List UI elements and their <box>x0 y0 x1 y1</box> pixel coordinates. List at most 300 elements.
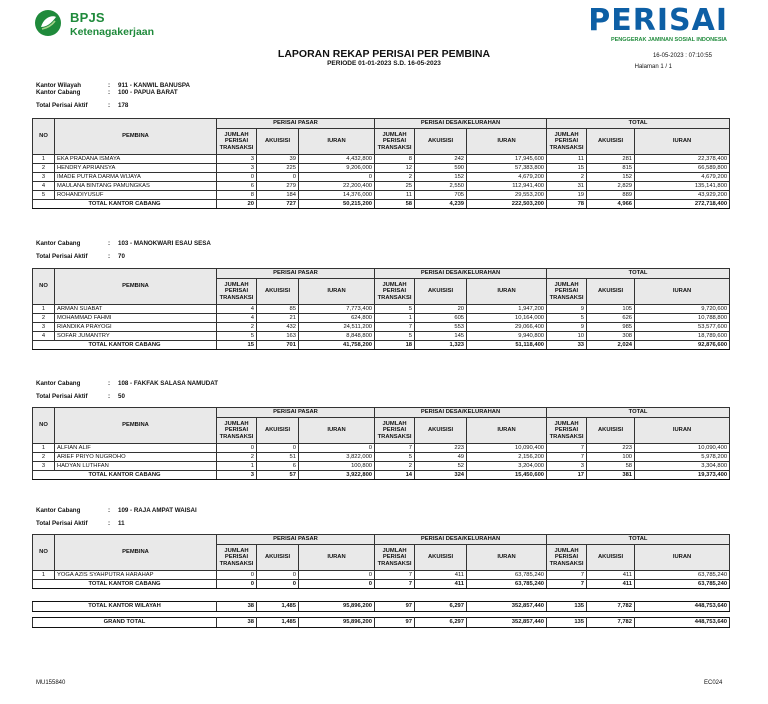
info-cabang <box>36 89 178 96</box>
total-cell: 14 <box>375 471 415 480</box>
table-cell: HADYAN LUTHFAN <box>55 462 217 471</box>
table-cell: 2,156,200 <box>467 453 547 462</box>
table-cell: 2 <box>375 462 415 471</box>
group-total: TOTAL <box>547 269 730 279</box>
branch-info-aktif <box>36 520 125 527</box>
col-jumlah: JUMLAH PERISAI TRANSAKSI <box>547 129 587 155</box>
table-cell: 22,378,400 <box>635 155 730 164</box>
table-cell: 9 <box>547 305 587 314</box>
total-cell: 3,922,800 <box>299 471 375 480</box>
info-value: 911 - KANWIL BANUSPA <box>118 82 190 89</box>
table-cell: 6 <box>217 182 257 191</box>
table-cell: 2 <box>217 453 257 462</box>
table-cell: 53,577,600 <box>635 323 730 332</box>
table-row <box>33 173 730 182</box>
bpjs-name: BPJS <box>70 10 105 25</box>
branch-info-cabang <box>36 507 197 514</box>
total-cell: 33 <box>547 341 587 350</box>
footer-code-right: EC024 <box>704 680 723 686</box>
total-cell: 701 <box>257 341 299 350</box>
col-jumlah: JUMLAH PERISAI TRANSAKSI <box>547 418 587 444</box>
table-cell: 3 <box>217 155 257 164</box>
total-cell: 222,503,200 <box>467 200 547 209</box>
table-cell: ALFIAN ALIF <box>55 444 217 453</box>
col-iuran: IURAN <box>635 545 730 571</box>
col-jumlah: JUMLAH PERISAI TRANSAKSI <box>375 279 415 305</box>
report-period: PERIODE 01-01-2023 S.D. 16-05-2023 <box>327 60 441 67</box>
col-akuisisi: AKUISISI <box>415 418 467 444</box>
info-sep: : <box>108 520 111 527</box>
col-akuisisi: AKUISISI <box>587 129 635 155</box>
table-cell: 3,204,000 <box>467 462 547 471</box>
table-cell: 5 <box>33 191 55 200</box>
info-label: Total Perisai Aktif <box>36 520 88 527</box>
table-cell: 7 <box>547 571 587 580</box>
table-cell: IMADE PUTRA DARMA WIJAYA <box>55 173 217 182</box>
table-cell: 7 <box>375 323 415 332</box>
info-label: Kantor Cabang <box>36 89 81 96</box>
col-jumlah: JUMLAH PERISAI TRANSAKSI <box>547 545 587 571</box>
total-cell: 411 <box>415 580 467 589</box>
total-cell: 18 <box>375 341 415 350</box>
table-cell: 815 <box>587 164 635 173</box>
perisai-wordmark: PERISAI <box>588 3 728 38</box>
col-iuran: IURAN <box>299 418 375 444</box>
bpjs-logo <box>34 6 169 40</box>
table-cell: 2,550 <box>415 182 467 191</box>
table-row <box>33 332 730 341</box>
total-cell: 3 <box>217 471 257 480</box>
summary-row <box>33 618 730 628</box>
table-cell: 39 <box>257 155 299 164</box>
total-label: TOTAL KANTOR CABANG <box>33 200 217 209</box>
table-cell: ARMAN SUABAT <box>55 305 217 314</box>
col-iuran: IURAN <box>467 545 547 571</box>
page-number: Halaman 1 / 1 <box>634 64 672 70</box>
table-cell: 66,589,800 <box>635 164 730 173</box>
info-sep: : <box>108 380 111 387</box>
table-cell: 100 <box>587 453 635 462</box>
table-cell: 1 <box>375 314 415 323</box>
table-cell: 52 <box>415 462 467 471</box>
summary-cell: 448,753,640 <box>635 602 730 612</box>
table-cell: 29,553,200 <box>467 191 547 200</box>
printed-timestamp: 16-05-2023 : 07:10:55 <box>652 53 712 59</box>
table-row <box>33 323 730 332</box>
table-cell: 223 <box>415 444 467 453</box>
info-value: 100 - PAPUA BARAT <box>118 89 178 96</box>
bpjs-leaf-icon <box>34 9 62 37</box>
table-cell: 58 <box>587 462 635 471</box>
total-cell: 19,373,400 <box>635 471 730 480</box>
group-desa: PERISAI DESA/KELURAHAN <box>375 535 547 545</box>
summary-cell: 7,782 <box>587 618 635 628</box>
group-pasar: PERISAI PASAR <box>217 408 375 418</box>
table-cell: 3 <box>33 173 55 182</box>
total-row <box>33 200 730 209</box>
col-jumlah: JUMLAH PERISAI TRANSAKSI <box>375 418 415 444</box>
info-sep: : <box>108 102 111 109</box>
table-cell: 889 <box>587 191 635 200</box>
table-cell: 3 <box>33 462 55 471</box>
table-cell: 3 <box>547 462 587 471</box>
table-cell: 9,940,800 <box>467 332 547 341</box>
table-cell: 4 <box>217 305 257 314</box>
info-sep: : <box>108 507 111 514</box>
total-cell: 7 <box>547 580 587 589</box>
table-cell: 6 <box>257 462 299 471</box>
summary-cell: 352,857,440 <box>467 618 547 628</box>
total-cell: 0 <box>299 580 375 589</box>
table-cell: 1 <box>33 571 55 580</box>
total-cell: 15 <box>217 341 257 350</box>
table-cell: 411 <box>587 571 635 580</box>
total-row <box>33 580 730 589</box>
total-cell: 57 <box>257 471 299 480</box>
branch-table <box>32 534 730 589</box>
group-pasar: PERISAI PASAR <box>217 535 375 545</box>
table-cell: 5 <box>547 314 587 323</box>
group-desa: PERISAI DESA/KELURAHAN <box>375 269 547 279</box>
table-cell: 11 <box>375 191 415 200</box>
col-iuran: IURAN <box>467 418 547 444</box>
table-cell: 43,929,200 <box>635 191 730 200</box>
group-desa: PERISAI DESA/KELURAHAN <box>375 119 547 129</box>
col-iuran: IURAN <box>635 418 730 444</box>
col-akuisisi: AKUISISI <box>415 129 467 155</box>
info-value: 70 <box>118 253 125 260</box>
table-cell: 2,829 <box>587 182 635 191</box>
col-jumlah: JUMLAH PERISAI TRANSAKSI <box>547 279 587 305</box>
summary-cell: 1,485 <box>257 602 299 612</box>
summary-row <box>33 602 730 612</box>
perisai-tagline: PENGGERAK JAMINAN SOSIAL INDONESIA <box>610 37 727 43</box>
table-cell: 2 <box>217 323 257 332</box>
table-cell: 0 <box>257 173 299 182</box>
table-cell: 63,785,240 <box>635 571 730 580</box>
total-cell: 51,118,400 <box>467 341 547 350</box>
table-cell: 1 <box>217 462 257 471</box>
total-cell: 78 <box>547 200 587 209</box>
table-cell: 9,720,600 <box>635 305 730 314</box>
table-cell: 1 <box>33 305 55 314</box>
table-cell: 8 <box>217 191 257 200</box>
total-cell: 17 <box>547 471 587 480</box>
table-cell: 145 <box>415 332 467 341</box>
table-cell: 25 <box>375 182 415 191</box>
branch-info-aktif <box>36 393 125 400</box>
table-row <box>33 462 730 471</box>
table-cell: 0 <box>257 444 299 453</box>
total-cell: 2,024 <box>587 341 635 350</box>
table-cell: 10,090,400 <box>635 444 730 453</box>
table-row <box>33 444 730 453</box>
table-cell: 7 <box>375 444 415 453</box>
table-cell: 17,945,600 <box>467 155 547 164</box>
table-cell: 5 <box>375 305 415 314</box>
col-iuran: IURAN <box>299 279 375 305</box>
info-label: Kantor Cabang <box>36 380 81 387</box>
table-cell: 10,164,000 <box>467 314 547 323</box>
table-cell: 0 <box>299 571 375 580</box>
total-label: TOTAL KANTOR CABANG <box>33 580 217 589</box>
col-iuran: IURAN <box>467 279 547 305</box>
info-total-aktif <box>36 102 128 109</box>
table-cell: 590 <box>415 164 467 173</box>
table-cell: 1 <box>33 155 55 164</box>
table-row <box>33 164 730 173</box>
table-cell: 4,679,200 <box>635 173 730 182</box>
table-cell: YOGA AZIS SYAHPUTRA HARAHAP <box>55 571 217 580</box>
table-cell: 9,206,000 <box>299 164 375 173</box>
table-cell: 163 <box>257 332 299 341</box>
table-cell: 51 <box>257 453 299 462</box>
total-cell: 15,450,600 <box>467 471 547 480</box>
total-cell: 272,718,400 <box>635 200 730 209</box>
info-sep: : <box>108 89 111 96</box>
table-cell: 20 <box>415 305 467 314</box>
table-cell: 411 <box>415 571 467 580</box>
table-cell: 1 <box>33 444 55 453</box>
table-cell: 19 <box>547 191 587 200</box>
info-label: Kantor Wilayah <box>36 82 81 89</box>
table-cell: SOFAR JUMANTRY <box>55 332 217 341</box>
total-label: TOTAL KANTOR CABANG <box>33 341 217 350</box>
total-cell: 1,323 <box>415 341 467 350</box>
summary-cell: 7,782 <box>587 602 635 612</box>
table-cell: 18,789,600 <box>635 332 730 341</box>
table-cell: 7 <box>375 571 415 580</box>
total-cell: 63,785,240 <box>635 580 730 589</box>
table-cell: 2 <box>33 164 55 173</box>
branch-info-cabang <box>36 380 218 387</box>
info-sep: : <box>108 393 111 400</box>
table-cell: 4 <box>33 182 55 191</box>
table-cell: 553 <box>415 323 467 332</box>
summary-cell: 135 <box>547 602 587 612</box>
table-row <box>33 453 730 462</box>
table-cell: 3,822,000 <box>299 453 375 462</box>
table-cell: 24,511,200 <box>299 323 375 332</box>
table-cell: 10,090,400 <box>467 444 547 453</box>
col-akuisisi: AKUISISI <box>257 418 299 444</box>
table-cell: 100,800 <box>299 462 375 471</box>
total-row <box>33 341 730 350</box>
table-cell: 705 <box>415 191 467 200</box>
table-cell: 135,141,800 <box>635 182 730 191</box>
table-cell: 7,773,400 <box>299 305 375 314</box>
table-row <box>33 571 730 580</box>
table-cell: 0 <box>217 444 257 453</box>
col-jumlah: JUMLAH PERISAI TRANSAKSI <box>375 545 415 571</box>
info-sep: : <box>108 82 111 89</box>
table-cell: 605 <box>415 314 467 323</box>
summary-cell: 135 <box>547 618 587 628</box>
table-cell: 5 <box>217 332 257 341</box>
col-no: NO <box>33 535 55 571</box>
table-cell: 626 <box>587 314 635 323</box>
group-desa: PERISAI DESA/KELURAHAN <box>375 408 547 418</box>
table-cell: ARIEF PRIYO NUGROHO <box>55 453 217 462</box>
col-akuisisi: AKUISISI <box>257 545 299 571</box>
summary-cell: 38 <box>217 602 257 612</box>
table-cell: 279 <box>257 182 299 191</box>
info-wilayah <box>36 82 190 89</box>
table-cell: RIANDIKA PRAYOGI <box>55 323 217 332</box>
col-akuisisi: AKUISISI <box>587 418 635 444</box>
summary-cell: 6,297 <box>415 618 467 628</box>
group-total: TOTAL <box>547 408 730 418</box>
summary-cell: 352,857,440 <box>467 602 547 612</box>
col-akuisisi: AKUISISI <box>415 279 467 305</box>
table-cell: 3 <box>33 323 55 332</box>
summary-cell: 95,896,200 <box>299 602 375 612</box>
summary-label: GRAND TOTAL <box>33 618 217 628</box>
table-cell: 152 <box>587 173 635 182</box>
table-cell: 2 <box>547 173 587 182</box>
info-sep: : <box>108 253 111 260</box>
summary-cell: 95,896,200 <box>299 618 375 628</box>
branch-table <box>32 118 730 209</box>
total-cell: 50,215,200 <box>299 200 375 209</box>
table-cell: 9 <box>547 323 587 332</box>
info-value: 109 - RAJA AMPAT WAISAI <box>118 507 197 514</box>
col-iuran: IURAN <box>467 129 547 155</box>
table-cell: 11 <box>547 155 587 164</box>
table-cell: 3 <box>217 164 257 173</box>
table-cell: 225 <box>257 164 299 173</box>
table-cell: 8,848,800 <box>299 332 375 341</box>
table-cell: 12 <box>375 164 415 173</box>
table-cell: MOHAMMAD FAHMI <box>55 314 217 323</box>
table-cell: 432 <box>257 323 299 332</box>
table-cell: 10,788,800 <box>635 314 730 323</box>
col-akuisisi: AKUISISI <box>587 279 635 305</box>
info-value: 11 <box>118 520 125 527</box>
table-cell: 0 <box>299 173 375 182</box>
summary-cell: 38 <box>217 618 257 628</box>
col-no: NO <box>33 408 55 444</box>
total-wilayah-table <box>32 601 730 612</box>
col-jumlah: JUMLAH PERISAI TRANSAKSI <box>217 279 257 305</box>
group-pasar: PERISAI PASAR <box>217 119 375 129</box>
table-cell: 5,978,200 <box>635 453 730 462</box>
col-jumlah: JUMLAH PERISAI TRANSAKSI <box>217 545 257 571</box>
col-akuisisi: AKUISISI <box>415 545 467 571</box>
total-cell: 7 <box>375 580 415 589</box>
table-row <box>33 182 730 191</box>
total-cell: 4,966 <box>587 200 635 209</box>
table-cell: 10 <box>547 332 587 341</box>
table-cell: MAULANA BINTANG PAMUNGKAS <box>55 182 217 191</box>
table-cell: 112,941,400 <box>467 182 547 191</box>
table-cell: 49 <box>415 453 467 462</box>
table-row <box>33 314 730 323</box>
info-value: 50 <box>118 393 125 400</box>
table-cell: 0 <box>217 571 257 580</box>
total-cell: 411 <box>587 580 635 589</box>
table-cell: 15 <box>547 164 587 173</box>
group-total: TOTAL <box>547 119 730 129</box>
summary-cell: 97 <box>375 618 415 628</box>
col-akuisisi: AKUISISI <box>257 129 299 155</box>
branch-info-cabang <box>36 240 211 247</box>
col-pembina: PEMBINA <box>55 535 217 571</box>
total-cell: 92,876,600 <box>635 341 730 350</box>
table-row <box>33 305 730 314</box>
table-cell: 0 <box>217 173 257 182</box>
table-cell: HENDRY APRIANSYA <box>55 164 217 173</box>
table-cell: 223 <box>587 444 635 453</box>
table-cell: 4 <box>33 332 55 341</box>
col-akuisisi: AKUISISI <box>257 279 299 305</box>
table-row <box>33 155 730 164</box>
total-cell: 20 <box>217 200 257 209</box>
info-value: 103 - MANOKWARI ESAU SESA <box>118 240 211 247</box>
table-cell: 63,785,240 <box>467 571 547 580</box>
table-cell: EKA PRADANA ISMAYA <box>55 155 217 164</box>
table-cell: 14,376,000 <box>299 191 375 200</box>
info-label: Kantor Cabang <box>36 240 81 247</box>
col-iuran: IURAN <box>635 279 730 305</box>
table-row <box>33 191 730 200</box>
summary-cell: 6,297 <box>415 602 467 612</box>
col-jumlah: JUMLAH PERISAI TRANSAKSI <box>217 129 257 155</box>
perisai-logo <box>588 3 728 48</box>
col-iuran: IURAN <box>299 129 375 155</box>
total-label: TOTAL KANTOR CABANG <box>33 471 217 480</box>
total-cell: 58 <box>375 200 415 209</box>
table-cell: 3,304,800 <box>635 462 730 471</box>
table-cell: 2 <box>33 314 55 323</box>
summary-cell: 448,753,640 <box>635 618 730 628</box>
col-akuisisi: AKUISISI <box>587 545 635 571</box>
col-pembina: PEMBINA <box>55 119 217 155</box>
table-cell: 184 <box>257 191 299 200</box>
group-pasar: PERISAI PASAR <box>217 269 375 279</box>
table-cell: 985 <box>587 323 635 332</box>
total-cell: 4,239 <box>415 200 467 209</box>
branch-table <box>32 407 730 480</box>
total-row <box>33 471 730 480</box>
total-cell: 63,785,240 <box>467 580 547 589</box>
col-no: NO <box>33 119 55 155</box>
branch-table <box>32 268 730 350</box>
info-label: Kantor Cabang <box>36 507 81 514</box>
table-cell: 2 <box>375 173 415 182</box>
footer-code-left: MU155840 <box>36 680 66 686</box>
summary-cell: 1,485 <box>257 618 299 628</box>
branch-info-aktif <box>36 253 125 260</box>
table-cell: 31 <box>547 182 587 191</box>
col-pembina: PEMBINA <box>55 408 217 444</box>
col-no: NO <box>33 269 55 305</box>
summary-label: TOTAL KANTOR WILAYAH <box>33 602 217 612</box>
info-label: Total Perisai Aktif <box>36 253 88 260</box>
report-title: LAPORAN REKAP PERISAI PER PEMBINA <box>277 48 491 60</box>
table-cell: 5 <box>375 453 415 462</box>
table-cell: 7 <box>547 453 587 462</box>
table-cell: 0 <box>299 444 375 453</box>
total-cell: 727 <box>257 200 299 209</box>
table-cell: ROHANDIYUSUF <box>55 191 217 200</box>
col-iuran: IURAN <box>635 129 730 155</box>
table-cell: 152 <box>415 173 467 182</box>
info-sep: : <box>108 240 111 247</box>
table-cell: 29,066,400 <box>467 323 547 332</box>
info-value: 178 <box>118 102 129 109</box>
table-cell: 8 <box>375 155 415 164</box>
